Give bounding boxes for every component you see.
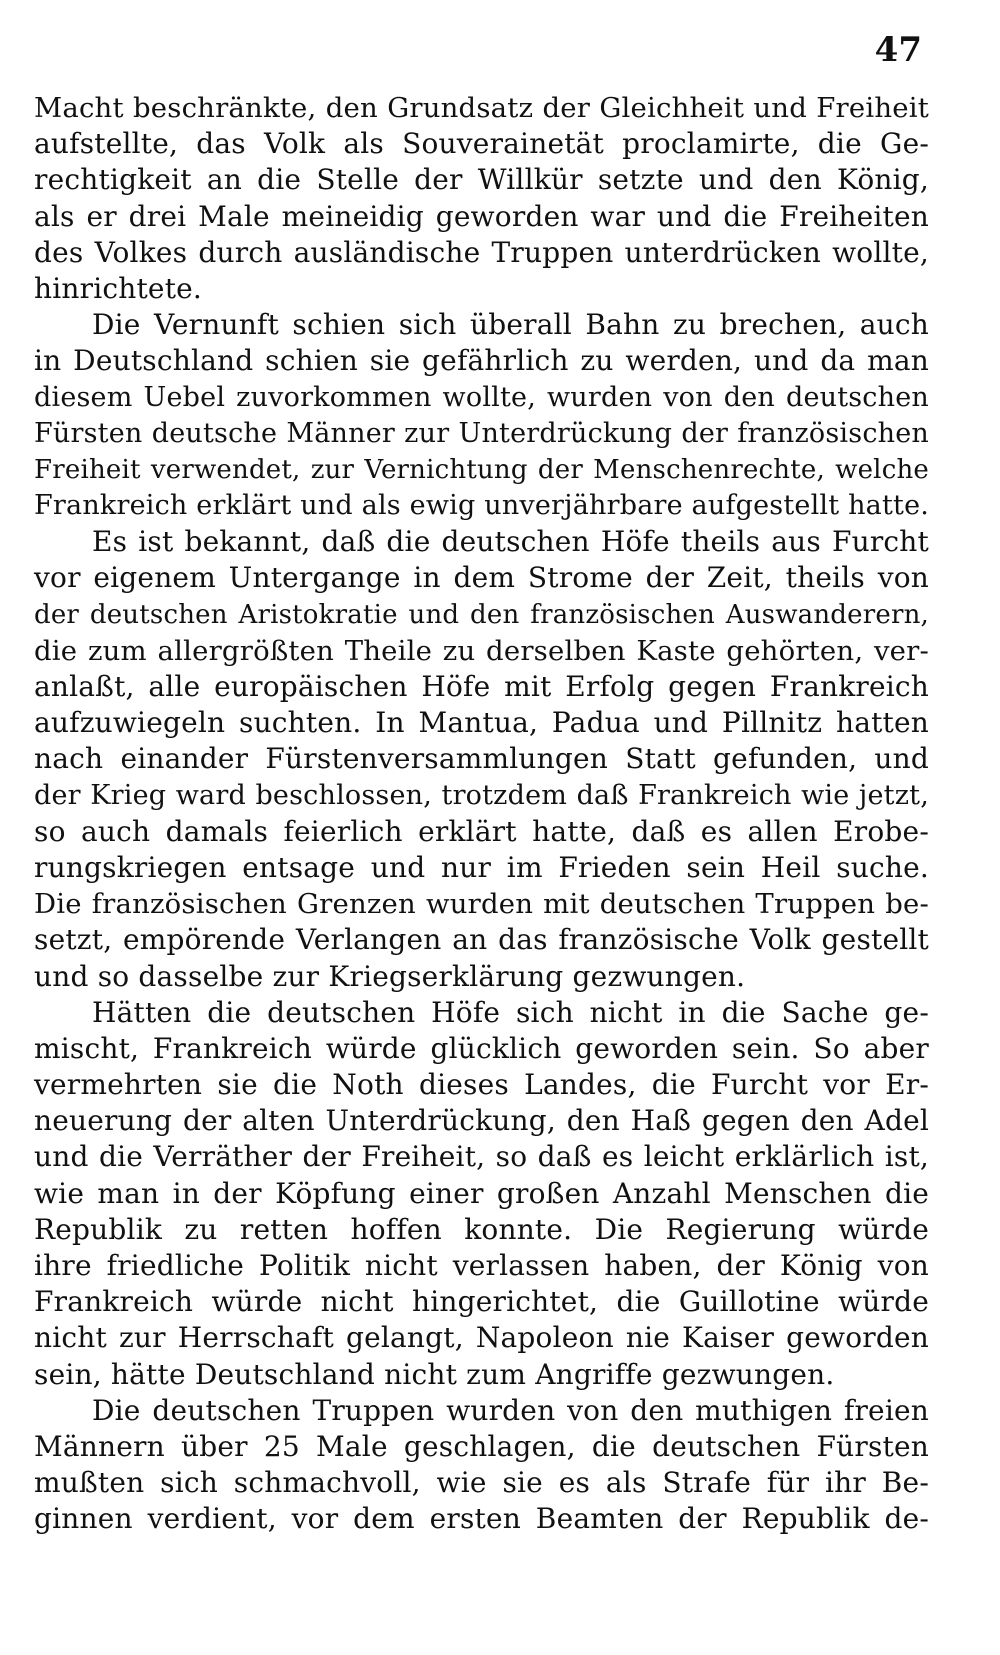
text-line: und so dasselbe zur Kriegserklärung gezwungen. bbox=[34, 959, 746, 993]
text-line: rungskriegen entsage und nur im Frieden sein Heil suche. bbox=[34, 850, 929, 884]
text-line: mußten sich schmachvoll, wie sie es als Strafe für ihr Be- bbox=[34, 1466, 929, 1500]
text-line: Hätten die deutschen Höfe sich nicht in die Sache ge- bbox=[92, 995, 929, 1029]
text-line: sein, hätte Deutschland nicht zum Angriffe gezwungen. bbox=[34, 1357, 835, 1391]
text-line: Freiheit verwendet, zur Vernichtung der Menschenrechte, welche bbox=[34, 454, 929, 485]
text-line: mischt, Frankreich würde glücklich geworden sein. So aber bbox=[34, 1031, 929, 1065]
text-line: Die französischen Grenzen wurden mit deutschen Truppen be- bbox=[34, 888, 929, 921]
text-line: des Volkes durch ausländische Truppen unterdrücken wollte, bbox=[34, 235, 929, 269]
text-line: Die deutschen Truppen wurden von den muthigen freien bbox=[92, 1393, 929, 1427]
text-line: diesem Uebel zuvorkommen wollte, wurden von den deutschen bbox=[34, 381, 929, 413]
text-line: Fürsten deutsche Männer zur Unterdrückung der französischen bbox=[34, 417, 929, 449]
text-line: Frankreich würde nicht hingerichtet, die Guillotine würde bbox=[34, 1285, 929, 1319]
text-line: hinrichtete. bbox=[34, 271, 203, 305]
text-line: Republik zu retten hoffen konnte. Die Regierung würde bbox=[34, 1212, 929, 1246]
text-line: und die Verräther der Freiheit, so daß es leicht erklärlich ist, bbox=[34, 1140, 929, 1174]
text-line: so auch damals feierlich erklärt hatte, daß es allen Erobe- bbox=[34, 814, 929, 848]
text-line: aufstellte, das Volk als Souverainetät proclamirte, die Ge- bbox=[34, 127, 929, 161]
page-number: 47 bbox=[874, 30, 922, 70]
text-line: wie man in der Köpfung einer großen Anzahl Menschen die bbox=[34, 1176, 929, 1210]
text-line: der Krieg ward beschlossen, trotzdem daß Frankreich wie jetzt, bbox=[34, 779, 929, 811]
text-line: setzt, empörende Verlangen an das französische Volk gestellt bbox=[34, 923, 929, 957]
text-line: Macht beschränkte, den Grundsatz der Gleichheit und Freiheit bbox=[34, 92, 929, 124]
text-line: Männern über 25 Male geschlagen, die deutschen Fürsten bbox=[34, 1429, 929, 1463]
text-line: ihre friedliche Politik nicht verlassen haben, der König von bbox=[34, 1249, 929, 1282]
text-line: Die Vernunft schien sich überall Bahn zu brechen, auch bbox=[92, 308, 929, 342]
text-line: neuerung der alten Unterdrückung, den Haß gegen den Adel bbox=[34, 1104, 929, 1138]
text-line: als er drei Male meineidig geworden war und die Freiheiten bbox=[34, 199, 929, 233]
body-text bbox=[34, 90, 929, 1538]
text-line: der deutschen Aristokratie und den französischen Auswanderern, bbox=[34, 599, 929, 630]
text-line: Es ist bekannt, daß die deutschen Höfe theils aus Furcht bbox=[92, 525, 929, 559]
text-line: nach einander Fürstenversammlungen Statt gefunden, und bbox=[34, 742, 929, 776]
text-line: die zum allergrößten Theile zu derselben Kaste gehörten, ver- bbox=[34, 634, 929, 667]
text-line: rechtigkeit an die Stelle der Willkür setzte und den König, bbox=[34, 163, 929, 197]
text-line: aufzuwiegeln suchten. In Mantua, Padua und Pillnitz hatten bbox=[34, 706, 929, 740]
text-line: vor eigenem Untergange in dem Strome der Zeit, theils von bbox=[34, 561, 929, 595]
text-line: anlaßt, alle europäischen Höfe mit Erfolg gegen Frankreich bbox=[34, 670, 929, 703]
text-line: Frankreich erklärt und als ewig unverjährbare aufgestellt hatte. bbox=[34, 490, 930, 522]
text-line: ginnen verdient, vor dem ersten Beamten der Republik de- bbox=[34, 1502, 929, 1536]
text-line: nicht zur Herrschaft gelangt, Napoleon nie Kaiser geworden bbox=[34, 1321, 929, 1355]
text-line: in Deutschland schien sie gefährlich zu werden, und da man bbox=[34, 344, 929, 378]
text-line: vermehrten sie die Noth dieses Landes, die Furcht vor Er- bbox=[34, 1068, 929, 1102]
